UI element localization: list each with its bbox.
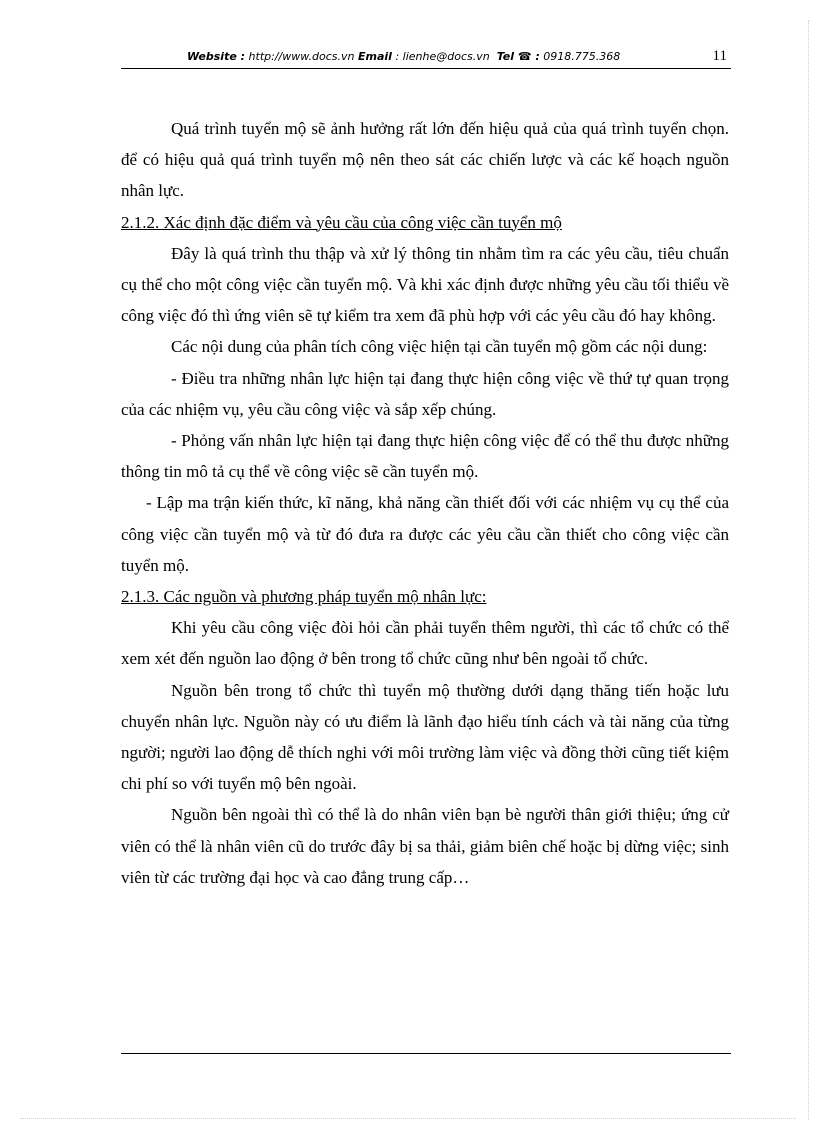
paragraph: Nguồn bên trong tổ chức thì tuyển mộ thường dưới dạng thăng tiến hoặc lưu chuyển nhân lực. Nguồn này có ưu điểm là lãnh đạo hiểu tính cách và tài năng của từng người; người lao động dễ thích nghi với môi trường làm việc và đồng thời cũng tiết kiệm chi phí so với tuyển mộ bên ngoài.	[121, 680, 729, 794]
paragraph: Nguồn bên ngoài thì có thể là do nhân viên bạn bè người thân giới thiệu; ứng cử viên có thể là nhân viên cũ do trước đây bị sa thải, giảm biên chế hoặc bị dừng việc; sinh viên từ các trường đại học và cao đẳng trung cấp…	[121, 805, 729, 887]
paragraph: Các nội dung của phân tích công việc hiện tại cần tuyển mộ gồm các nội dung:	[171, 337, 708, 357]
website-label: Website :	[187, 50, 246, 63]
email-link[interactable]: : lienhe@docs.vn	[395, 50, 490, 63]
document-body	[121, 113, 729, 893]
website-link[interactable]: http://www.docs.vn	[248, 50, 355, 63]
bullet-paragraph: - Lập ma trận kiến thức, kĩ năng, khả năng cần thiết đối với các nhiệm vụ cụ thể của công việc cần tuyển mộ và từ đó đưa ra được các yêu cầu cần thiết cho công việc cần tuyển mộ.	[121, 493, 729, 575]
footer-divider	[121, 1053, 731, 1054]
paragraph: Quá trình tuyển mộ sẽ ảnh hưởng rất lớn đến hiệu quả của quá trình tuyển chọn. để có hiệu quả quá trình tuyển mộ nên theo sát các chiến lược và các kế hoạch nguồn nhân lực.	[121, 119, 729, 201]
tel-value: 0918.775.368	[543, 50, 621, 63]
page-edge-bottom	[20, 1118, 796, 1119]
page-number: 11	[712, 48, 727, 64]
paragraph: Khi yêu cầu công việc đòi hỏi cần phải tuyển thêm người, thì các tổ chức có thể xem xét đến nguồn lao động ở bên trong tổ chức cũng như bên ngoài tổ chức.	[121, 618, 729, 669]
section-heading: 2.1.3. Các nguồn và phương pháp tuyển mộ nhân lực:	[121, 587, 487, 607]
paragraph: Đây là quá trình thu thập và xử lý thông tin nhằm tìm ra các yêu cầu, tiêu chuẩn cụ thể cho một công việc cần tuyển mộ. Và khi xác định được những yêu cầu tối thiểu về công việc đó thì ứng viên sẽ tự kiểm tra xem đã phù hợp với các yêu cầu đó hay không.	[121, 243, 729, 326]
header-contact-line	[187, 50, 620, 63]
tel-label: Tel ☎ :	[496, 50, 540, 63]
bullet-paragraph: - Phỏng vấn nhân lực hiện tại đang thực hiện công việc để có thể thu được những thông tin mô tả cụ thể về công việc sẽ cần tuyển mộ.	[121, 431, 729, 482]
email-label: Email	[357, 50, 392, 63]
section-heading: 2.1.2. Xác định đặc điểm và yêu cầu của công việc cần tuyển mộ	[121, 212, 562, 232]
page-header	[121, 44, 731, 69]
page-edge-right	[808, 20, 809, 1120]
bullet-paragraph: - Điều tra những nhân lực hiện tại đang thực hiện công việc về thứ tự quan trọng của các nhiệm vụ, yêu cầu công việc và sắp xếp chúng.	[121, 368, 729, 419]
